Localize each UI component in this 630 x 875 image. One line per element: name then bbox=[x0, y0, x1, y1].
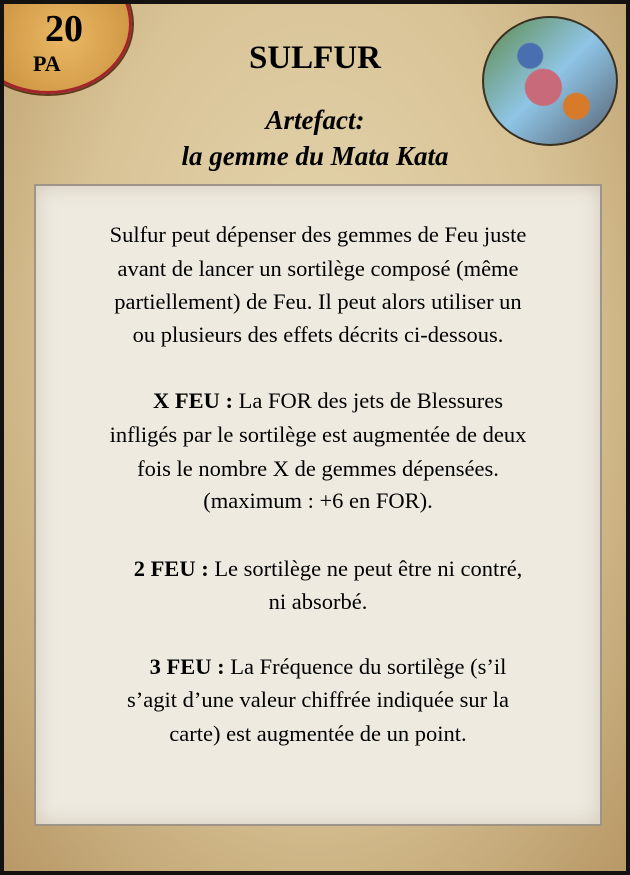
cost-value: 20 bbox=[45, 8, 83, 50]
subtitle-line: Artefact: bbox=[265, 105, 365, 135]
rules-text-box bbox=[34, 184, 602, 826]
effect-text: Le sortilège ne peut être ni contré, bbox=[208, 556, 523, 581]
effect-label: 3 FEU : bbox=[149, 654, 225, 679]
intro-line: ou plusieurs des effets décrits ci-dessous. bbox=[132, 322, 504, 347]
effect-text: La Fréquence du sortilège (s’il bbox=[224, 654, 507, 679]
subtitle-line: la gemme du Mata Kata bbox=[181, 141, 449, 171]
intro-line: avant de lancer un sortilège composé (même bbox=[117, 256, 519, 281]
intro-line: partiellement) de Feu. Il peut alors utiliser un bbox=[114, 289, 522, 314]
effect-label: 2 FEU : bbox=[133, 556, 209, 581]
effect-x-feu bbox=[36, 388, 600, 414]
effect-text: (maximum : +6 en FOR). bbox=[203, 488, 433, 513]
effect-label: X FEU : bbox=[153, 388, 234, 413]
card-title: SULFUR bbox=[248, 40, 382, 76]
effect-text: fois le nombre X de gemmes dépensées. bbox=[137, 456, 499, 481]
effect-text: La FOR des jets de Blessures bbox=[233, 388, 503, 413]
effect-text: ni absorbé. bbox=[268, 589, 368, 614]
effect-text: carte) est augmentée de un point. bbox=[169, 721, 467, 746]
card-subtitle bbox=[4, 102, 626, 174]
intro-line: Sulfur peut dépenser des gemmes de Feu juste bbox=[109, 222, 527, 247]
cost-unit: PA bbox=[33, 51, 61, 76]
effect-text: infligés par le sortilège est augmentée de deux bbox=[109, 422, 527, 447]
effect-text: s’agit d’une valeur chiffrée indiquée sur la bbox=[127, 687, 509, 712]
effect-3-feu bbox=[36, 654, 600, 680]
effect-2-feu bbox=[36, 556, 600, 582]
